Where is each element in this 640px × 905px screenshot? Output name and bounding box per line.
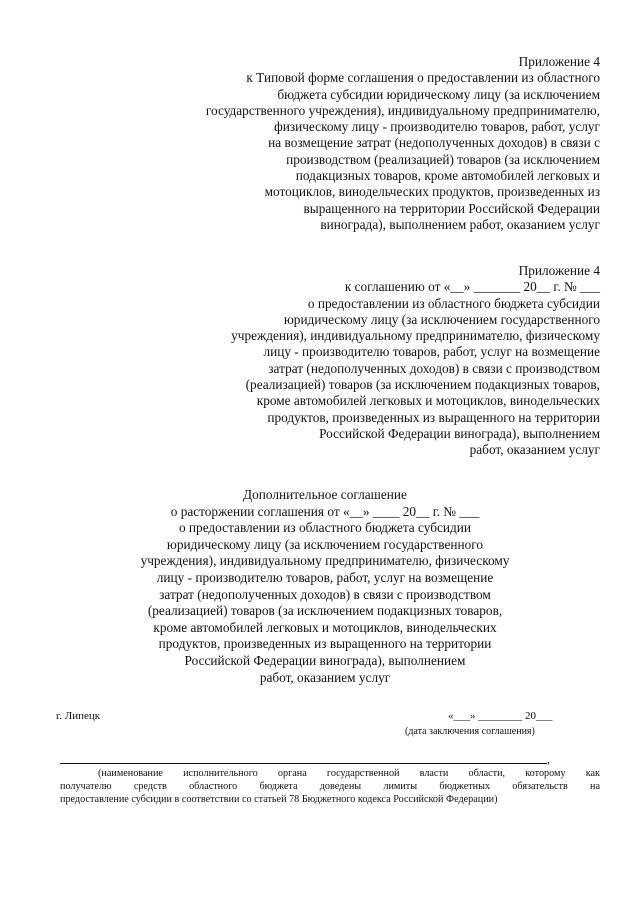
heading-line: кроме автомобилей легковых и мотоциклов, винодельческих <box>153 619 497 635</box>
date-caption: (дата заключения соглашения) <box>405 726 535 737</box>
appendix-line: на возмещение затрат (недополученных доходов) в связи с <box>268 135 600 151</box>
appendix-line: производством (реализацией) товаров (за исключением <box>286 151 600 167</box>
party-name-blank-line <box>60 751 547 764</box>
heading-line: продуктов, произведенных из выращенного на территории <box>158 636 492 652</box>
appendix-line: мотоциклов, винодельческих продуктов, произведенных из <box>264 184 600 200</box>
heading-line: юридическому лицу (за исключением государственного <box>166 536 484 552</box>
party-name-comma: , <box>547 752 550 766</box>
heading-line: о расторжении соглашения от «__» ____ 20__ г. № ___ <box>170 503 480 519</box>
appendix-title: Приложение 4 <box>518 263 600 278</box>
heading-line: (реализацией) товаров (за исключением подакцизных товаров, <box>147 603 503 619</box>
appendix-line: работ, оказанием услуг <box>469 442 600 458</box>
appendix-line: учреждения), индивидуальному предпринимателю, физическому <box>231 328 600 344</box>
appendix-line: кроме автомобилей легковых и мотоциклов, винодельческих <box>256 393 600 409</box>
appendix-line: выращенного на территории Российской Федерации <box>303 200 600 216</box>
heading-line: учреждения), индивидуальному предпринимателю, физическому <box>140 553 510 569</box>
appendix-line: государственного учреждения), индивидуальному предпринимателю, <box>205 102 600 118</box>
document-heading <box>80 487 570 686</box>
appendix-to-standard-form <box>206 54 600 233</box>
appendix-line: Российской Федерации винограда), выполнением <box>319 425 600 441</box>
appendix-line: подакцизных товаров, кроме автомобилей легковых и <box>295 168 600 184</box>
appendix-line: о предоставлении из областного бюджета субсидии <box>307 295 600 311</box>
appendix-line: бюджета субсидии юридическому лицу (за исключением <box>277 86 600 102</box>
heading-line: Российской Федерации винограда), выполнением <box>184 652 466 668</box>
appendix-line: юридическому лицу (за исключением государственного <box>283 311 600 327</box>
caption-line: получателю средств областного бюджета доведены лимиты бюджетных обязательств на <box>60 781 600 792</box>
appendix-line: затрат (недополученных доходов) в связи с производством <box>268 360 600 376</box>
appendix-line: лицу - производителю товаров, работ, услуг на возмещение <box>263 344 600 360</box>
heading-line: работ, оказанием услуг <box>259 669 391 685</box>
heading-line: затрат (недополученных доходов) в связи с производством <box>159 586 491 602</box>
city-label: г. Липецк <box>56 710 101 722</box>
heading-line: о предоставлении из областного бюджета субсидии <box>178 520 472 536</box>
date-field: «___» ________ 20___ <box>448 710 553 722</box>
heading-title: Дополнительное соглашение <box>243 487 407 502</box>
appendix-line: винограда), выполнением работ, оказанием услуг <box>320 216 600 232</box>
party-name-caption <box>60 767 600 806</box>
appendix-line: (реализацией) товаров (за исключением подакцизных товаров, <box>245 377 600 393</box>
appendix-to-agreement <box>231 263 600 459</box>
appendix-line: к Типовой форме соглашения о предоставлении из областного <box>246 70 600 86</box>
heading-line: лицу - производителю товаров, работ, услуг на возмещение <box>156 569 494 585</box>
appendix-line: продуктов, произведенных из выращенного на территории <box>267 409 600 425</box>
caption-line: предоставление субсидии в соответствии со статьей 78 Бюджетного кодекса Российской Федерации) <box>60 794 498 805</box>
appendix-line: физическому лицу - производителю товаров, работ, услуг <box>274 119 600 135</box>
appendix-line: к соглашению от «__» _______ 20__ г. № ___ <box>344 279 600 295</box>
caption-line: (наименование исполнительного органа государственной власти области, которому как <box>98 768 600 779</box>
appendix-title: Приложение 4 <box>518 54 600 69</box>
